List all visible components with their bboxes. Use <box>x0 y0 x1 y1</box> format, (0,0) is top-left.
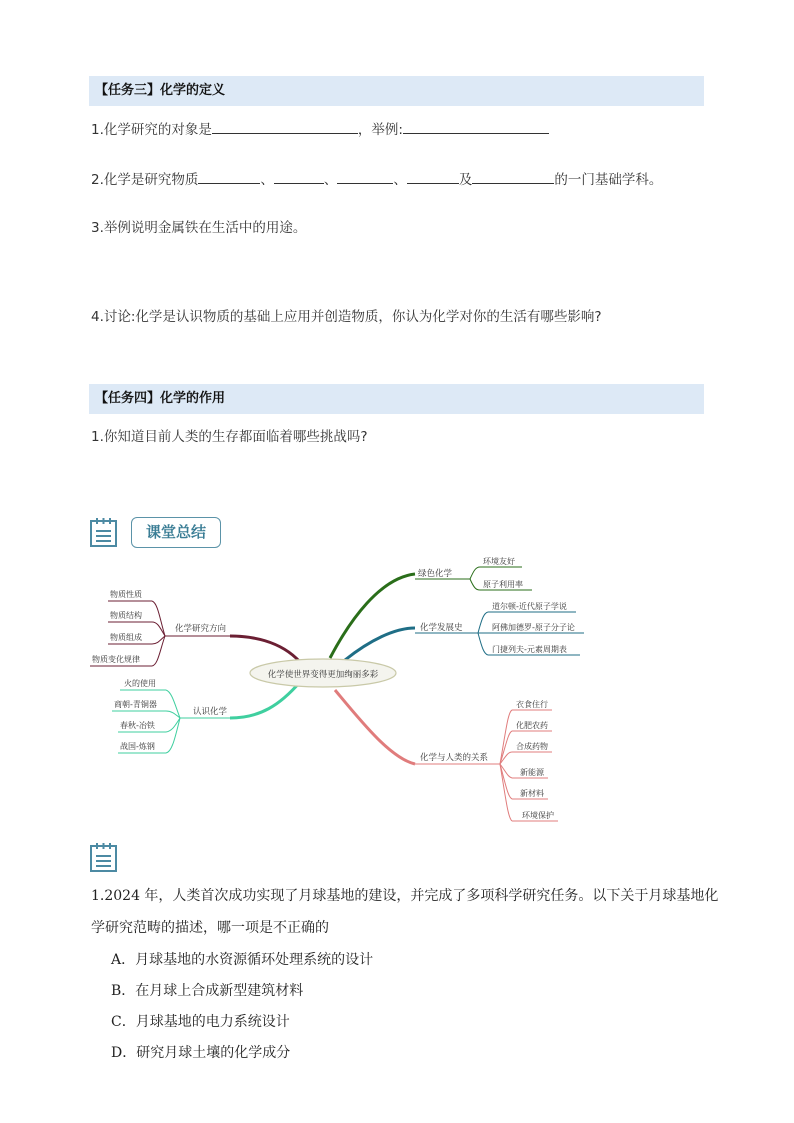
green-item-2: 原子利用率 <box>483 580 523 589</box>
task3-question-4: 4.讨论:化学是认识物质的基础上应用并创造物质，你认为化学对你的生活有哪些影响? <box>91 309 602 325</box>
know-item-4: 战国-炼钢 <box>120 742 155 751</box>
human-item-1: 衣食住行 <box>516 700 548 709</box>
task4-header: 【任务四】化学的作用 <box>89 384 704 414</box>
option-d[interactable]: D．研究月球土壤的化学成分 <box>111 1045 291 1061</box>
branch-history-label: 化学发展史 <box>420 623 463 633</box>
summary-label: 课堂总结 <box>131 517 221 548</box>
mind-map <box>0 548 794 838</box>
branch-green-label: 绿色化学 <box>418 569 453 579</box>
answer-blank[interactable] <box>472 169 554 184</box>
task4-question-1: 1.你知道目前人类的生存都面临着哪些挑战吗? <box>91 429 368 445</box>
direction-item-2: 物质结构 <box>110 611 142 620</box>
and-text: 及 <box>458 172 473 188</box>
direction-item-1: 物质性质 <box>110 590 142 599</box>
direction-item-4: 物质变化规律 <box>92 655 140 664</box>
separator: 、 <box>393 172 407 188</box>
history-item-1: 道尔顿-近代原子学说 <box>492 602 567 611</box>
answer-blank[interactable] <box>198 169 260 184</box>
answer-blank[interactable] <box>212 119 358 134</box>
human-item-3: 合成药物 <box>516 742 548 751</box>
question-stem-line-2: 学研究范畴的描述，哪一项是不正确的 <box>91 920 329 936</box>
separator: 、 <box>260 172 274 188</box>
mind-map-center-label: 化学使世界变得更加绚丽多彩 <box>267 670 379 680</box>
option-b[interactable]: B．在月球上合成新型建筑材料 <box>111 983 304 999</box>
answer-blank[interactable] <box>403 119 549 134</box>
human-item-4: 新能源 <box>520 768 544 777</box>
human-item-2: 化肥农药 <box>516 721 548 730</box>
answer-blank[interactable] <box>407 169 459 184</box>
notebook-icon <box>89 517 119 548</box>
know-item-1: 火的使用 <box>124 679 156 688</box>
human-item-6: 环境保护 <box>522 811 554 820</box>
green-item-1: 环境友好 <box>483 557 515 566</box>
q2-prefix: 2.化学是研究物质 <box>91 172 199 188</box>
history-item-3: 门捷列夫-元素周期表 <box>492 645 567 654</box>
human-item-5: 新材料 <box>520 789 544 798</box>
q1-prefix: 1.化学研究的对象是 <box>91 122 212 138</box>
know-item-2: 商朝-青铜器 <box>114 700 157 709</box>
history-item-2: 阿佛加德罗-原子分子论 <box>492 623 575 632</box>
option-a[interactable]: A．月球基地的水资源循环处理系统的设计 <box>111 952 374 968</box>
question-stem-line-1: 1.2024 年，人类首次成功实现了月球基地的建设，并完成了多项科学研究任务。以下关于月球基地化 <box>91 888 719 904</box>
branch-know-label: 认识化学 <box>193 707 228 717</box>
answer-blank[interactable] <box>337 169 393 184</box>
notebook-icon <box>89 842 119 873</box>
option-c[interactable]: C．月球基地的电力系统设计 <box>111 1014 290 1030</box>
task3-header: 【任务三】化学的定义 <box>89 76 704 106</box>
task3-question-3: 3.举例说明金属铁在生活中的用途。 <box>91 220 307 236</box>
branch-human-label: 化学与人类的关系 <box>420 753 489 763</box>
q2-suffix: 的一门基础学科。 <box>554 172 663 188</box>
branch-direction-label: 化学研究方向 <box>175 624 227 634</box>
separator: 、 <box>323 172 338 188</box>
direction-item-3: 物质组成 <box>110 633 142 642</box>
q1-mid: ，举例: <box>357 122 403 138</box>
answer-blank[interactable] <box>274 169 324 184</box>
know-item-3: 春秋-冶铁 <box>120 721 155 730</box>
task3-question-1 <box>91 118 549 138</box>
task3-question-2 <box>91 168 662 188</box>
